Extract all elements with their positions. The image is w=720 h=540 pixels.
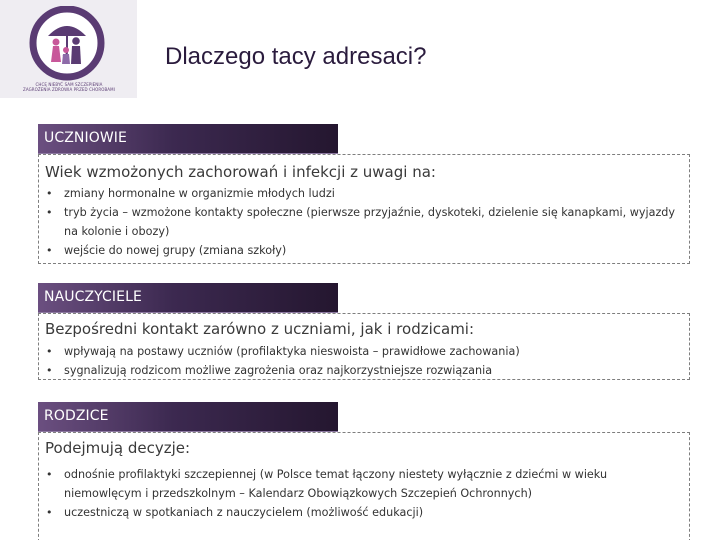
section-header-label: UCZNIOWIE (44, 130, 127, 146)
org-caption-line-2: ZAGROŻENIA ZDROWIA PRZED CHOROBAMI (23, 87, 115, 92)
bullet-list (45, 342, 685, 380)
section-nauczyciele (38, 283, 690, 383)
logo-panel (0, 0, 137, 98)
list-item: • wejście do nowej grupy (zmiana szkoły) (45, 241, 685, 260)
section-box (38, 154, 690, 264)
org-caption (4, 82, 134, 92)
list-item: • uczestniczą w spotkaniach z nauczycielem (możliwość edukacji) (45, 503, 685, 522)
section-header-label: NAUCZYCIELE (44, 289, 142, 305)
section-lead: Bezpośredni kontakt zarówno z uczniami, jak i rodzicami: (45, 320, 475, 338)
section-header (38, 124, 338, 154)
section-box (38, 313, 690, 380)
list-item: • sygnalizują rodzicom możliwe zagrożenia oraz najkorzystniejsze rozwiązania (45, 361, 685, 380)
slide-title: Dlaczego tacy adresaci? (165, 43, 427, 70)
section-lead: Wiek wzmożonych zachorowań i infekcji z uwagi na: (45, 163, 436, 181)
section-lead: Podejmują decyzje: (45, 439, 191, 457)
section-uczniowie (38, 124, 690, 266)
list-item: • zmiany hormonalne w organizmie młodych ludzi (45, 184, 685, 203)
list-item: • wpływają na postawy uczniów (profilaktyka nieswoista – prawidłowe zachowania) (45, 342, 685, 361)
org-caption-line-1: CHCĘ NIEBYĆ SAM SZCZEPIENIA (35, 82, 103, 87)
bullet-list (45, 465, 685, 522)
section-rodzice (38, 402, 690, 540)
bullet-list (45, 184, 685, 260)
list-item: • tryb życia – wzmożone kontakty społeczne (pierwsze przyjaźnie, dyskoteki, dzielenie się kanapkami, wyjazdy na kolonie i obozy) (45, 203, 685, 241)
section-box (38, 432, 690, 540)
family-umbrella-logo-icon (26, 6, 108, 82)
section-header (38, 283, 338, 313)
section-header (38, 402, 338, 432)
list-item: • odnośnie profilaktyki szczepiennej (w Polsce temat łączony niestety wyłącznie z dziećmi w wieku niemowlęcym i przedszkolnym – Kalendarz Obowiązkowych Szczepień Ochronnych) (45, 465, 685, 503)
section-header-label: RODZICE (44, 408, 109, 424)
